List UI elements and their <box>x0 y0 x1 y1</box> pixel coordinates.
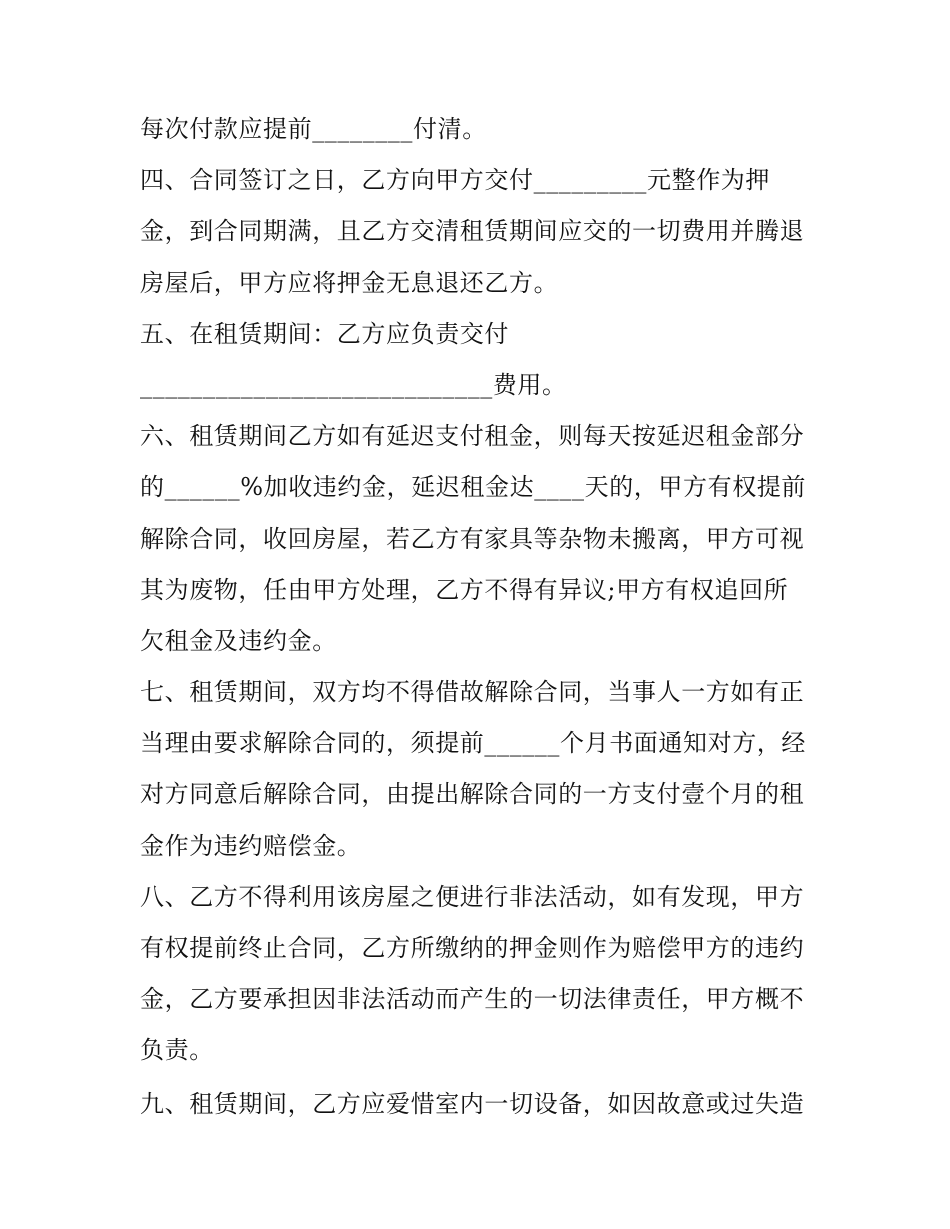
clause-7-line: 七、租赁期间，双方均不得借故解除合同，当事人一方如有正 <box>140 678 805 707</box>
text-line: 欠租金及违约金。 <box>140 626 337 655</box>
text-line: 其为废物，任由甲方处理，乙方不得有异议;甲方有权追回所 <box>140 575 789 604</box>
document-body <box>140 104 830 1130</box>
clause-5-line: 五、在租赁期间：乙方应负责交付 <box>140 319 509 348</box>
text-line: 金，到合同期满，且乙方交清租赁期间应交的一切费用并腾退 <box>140 217 805 246</box>
text-line: 有权提前终止合同，乙方所缴纳的押金则作为赔偿甲方的违约 <box>140 934 805 962</box>
text-line: 的______%加收违约金，延迟租金达____天的，甲方有权提前 <box>140 473 807 502</box>
clause-4-line: 四、合同签订之日，乙方向甲方交付_________元整作为押 <box>140 166 770 195</box>
text-line: 金作为违约赔偿金。 <box>140 831 362 860</box>
text-line: 房屋后，甲方应将押金无息退还乙方。 <box>140 268 559 297</box>
text-line: 负责。 <box>140 1036 214 1065</box>
clause-8-line: 八、乙方不得利用该房屋之便进行非法活动，如有发现，甲方 <box>140 882 805 911</box>
text-line: 解除合同，收回房屋，若乙方有家具等杂物未搬离，甲方可视 <box>140 524 805 553</box>
clause-6-line: 六、租赁期间乙方如有延迟支付租金，则每天按延迟租金部分 <box>140 422 805 451</box>
clause-9-line: 九、租赁期间，乙方应爱惜室内一切设备，如因故意或过失造 <box>140 1089 805 1118</box>
text-line: 每次付款应提前________付清。 <box>140 115 487 143</box>
text-line: 金，乙方要承担因非法活动而产生的一切法律责任，甲方概不 <box>140 985 805 1014</box>
text-line: 对方同意后解除合同，由提出解除合同的一方支付壹个月的租 <box>140 780 805 809</box>
text-line: ____________________________费用。 <box>140 370 567 399</box>
text-line: 当理由要求解除合同的，须提前______个月书面通知对方，经 <box>140 729 806 758</box>
